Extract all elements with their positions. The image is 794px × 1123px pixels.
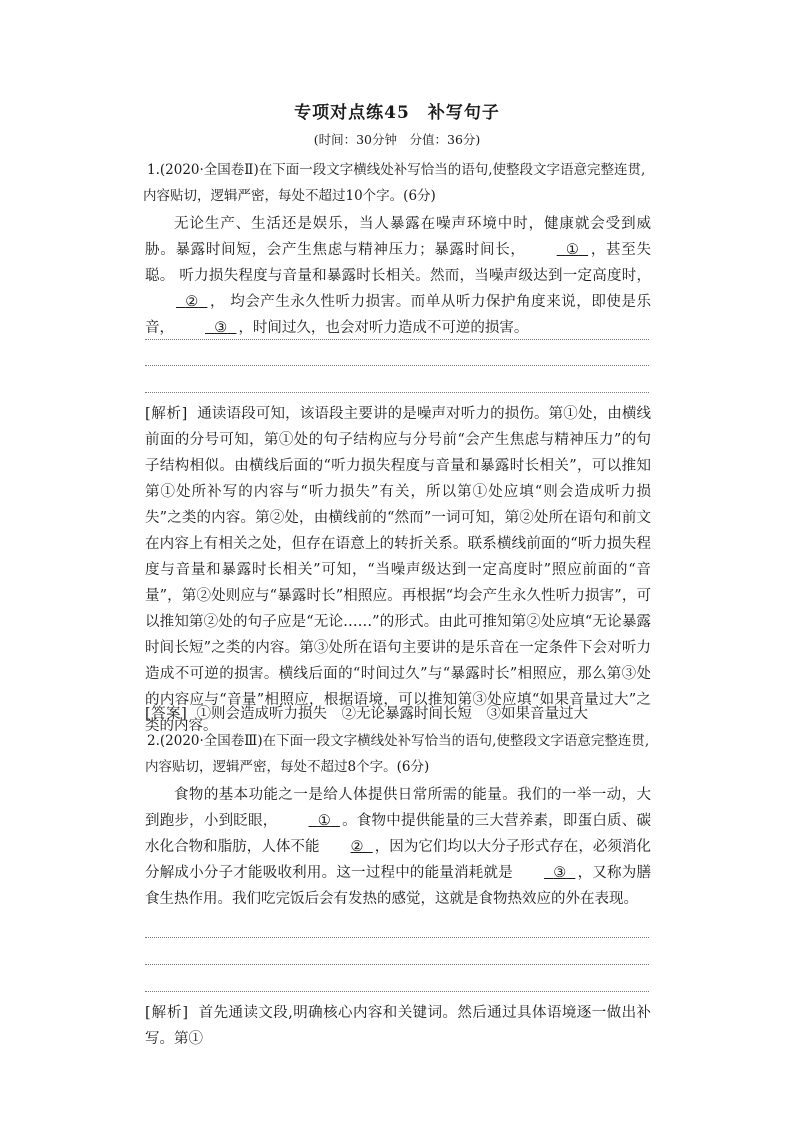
q1-passage-d: ， 均会产生永久性听力损害。而单从听力保护角度来说，即使是乐音， <box>145 294 651 336</box>
q1-passage-e: ，时间过久，也会对听力造成不可逆的损害。 <box>238 320 529 336</box>
q1-answer-label: [答案] <box>145 706 188 722</box>
q1-analysis <box>145 401 651 739</box>
q1-passage-c: ，甚至失聪。 听力损失程度与音量和暴露时长相关。然而，当噪声级达到一定高度时， <box>145 242 651 284</box>
q1-answer <box>145 701 651 727</box>
q1-prompt <box>145 157 651 209</box>
q1-analysis-label: [解析] <box>145 406 188 422</box>
q1-passage <box>145 211 651 341</box>
q2-passage-c: 。食物中提供能量的三大营养素，即蛋白质、碳水化合物和脂肪，人体不能 <box>145 813 651 855</box>
answer-line <box>145 392 649 393</box>
page-subtitle: (时间：30分钟 分值：36分) <box>313 132 481 147</box>
answer-line <box>145 365 649 366</box>
q1-blank-3: ③ <box>214 320 228 336</box>
answer-line <box>145 937 649 938</box>
q2-passage <box>145 782 651 912</box>
page-title: 专项对点练45 补写句子 <box>294 103 500 123</box>
q2-prompt-line1: 2.(2020·全国卷Ⅲ)在下面一段文字横线处补写恰当的语句,使整段文字语意完整连贯, <box>147 733 650 749</box>
q2-prompt <box>145 728 651 780</box>
q1-passage-a: 无论生产、生活还是娱乐，当人暴露在噪声环境中时，健康就会受到威胁。暴露时间短，会产生焦虑与精神压力；暴露时间长， <box>145 216 651 258</box>
q2-analysis-text: 首先通读文段,明确核心内容和关键词。然后通过具体语境逐一做出补写。第① <box>145 1005 652 1047</box>
q1-blank-2: ② <box>185 294 199 310</box>
q2-blank-3: ③ <box>553 865 567 881</box>
q1-analysis-text: 通读语段可知，该语段主要讲的是噪声对听力的损伤。第①处，由横线前面的分号可知，第①处的句子结构应与分号前“会产生焦虑与精神压力”的句子结构相似。由横线后面的“听力损失程度与音量和暴露时长相关”，可以推知第①处所补写的内容与“听力损失”有关，所以第①处应填“则会造成听力损失”之类的内容。第②处，由横线前的“然而”一词可知，第②处所在语句和前文在内容上有相关之处，但存在语意上的转折关系。联系横线前面的“听力损失程度与音量和暴露时长相关”可知，“当噪声级达到一定高度时”照应前面的“音量”，第②处则应与“暴露时长”相照应。再根据“均会产生永久性听力损害”，可以推知第②处的句子应是“无论……”的形式。由此可推知第②处应填“无论暴露时间长短”之类的内容。第③处所在语句主要讲的是乐音在一定条件下会对听力造成不可逆的损害。横线后面的“时间过久”与“暴露时长”相照应，那么第③处的内容应与“音量”相照应，根据语境，可以推知第③处应填“如果音量过大”之类的内容。 <box>145 406 652 734</box>
q1-prompt-line1: 1.(2020·全国卷Ⅱ)在下面一段文字横线处补写恰当的语句,使整段文字语意完整连贯, <box>147 162 646 178</box>
q1-blank-1: ① <box>565 242 579 258</box>
q2-blank-1: ① <box>317 813 331 829</box>
q2-analysis-label: [解析] <box>145 1005 189 1021</box>
q2-blank-2: ② <box>350 839 364 855</box>
q2-passage-d: ，因为它们均以大分子形式存在，必须消化分解成小分子才能吸收利用。这一过程中的能量消耗就是 <box>145 839 652 881</box>
q1-prompt-line2: 内容贴切，逻辑严密，每处不超过10个字。(6分) <box>143 188 436 204</box>
q2-prompt-line2: 内容贴切，逻辑严密，每处不超过8个字。(6分) <box>145 759 430 775</box>
answer-line <box>145 964 649 965</box>
q2-passage-e: ，又称为膳食生热作用。我们吃完饭后会有发热的感觉，这就是食物热效应的外在表现。 <box>145 865 651 907</box>
answer-line <box>145 991 649 992</box>
q2-analysis <box>145 1000 651 1052</box>
q1-answer-text: ①则会造成听力损失 ②无论暴露时间长短 ③如果音量过大 <box>196 706 589 722</box>
q2-passage-a: 食物的基本功能之一是给人体提供日常所需的能量。我们的一举一动，大到跑步，小到眨眼， <box>145 787 651 829</box>
answer-line <box>145 339 649 340</box>
